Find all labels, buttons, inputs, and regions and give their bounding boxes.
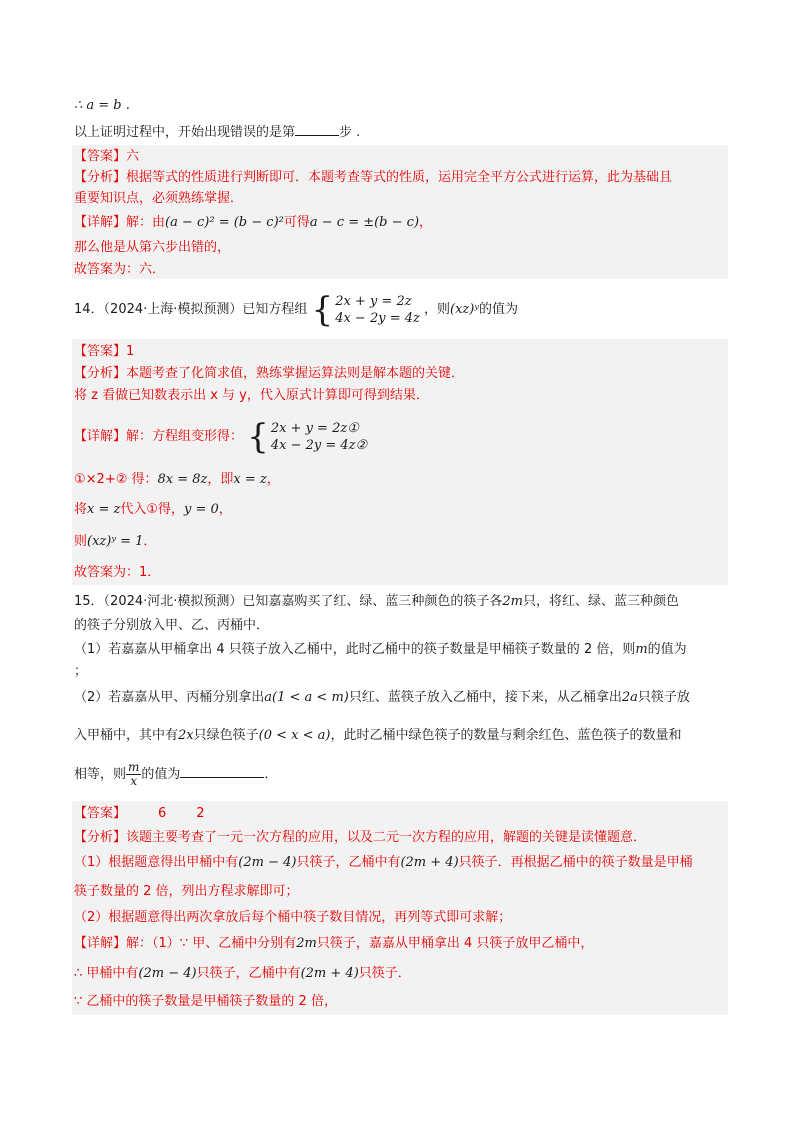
answer-blank	[180, 763, 264, 778]
q13-detail-2: 那么他是从第六步出错的，	[74, 240, 231, 255]
q14-detail: 【详解】解：方程组变形得： { 2x + y = 2z① 4x − 2y = 4z②	[74, 416, 368, 457]
q15-part-1: （1）若嘉嘉从甲桶拿出 4 只筷子放入乙桶中，此时乙桶中的筷子数量是甲桶筷子数量的 2 倍，则m的值为	[74, 642, 687, 657]
q15-answer: 【答案】 6 2	[74, 806, 205, 821]
q14-answer: 【答案】1	[74, 344, 135, 359]
q15-detail: 【详解】解：（1）∵ 甲、乙桶中分别有2m只筷子，嘉嘉从甲桶拿出 4 只筷子放甲乙桶中，	[74, 936, 594, 951]
q14-analysis-cont: 将 z 看做已知数表示出 x 与 y，代入原式计算即可得到结果．	[74, 388, 429, 403]
q15-analysis-2: （2）根据题意得出两次拿放后每个桶中筷子数目情况，再列等式即可求解；	[74, 910, 512, 925]
q13-analysis: 【分析】根据等式的性质进行判断即可．本题考查等式的性质，运用完全平方公式进行运算，此为基础且	[74, 170, 673, 185]
question-15-cont: 的筷子分别放入甲、乙、丙桶中．	[74, 618, 270, 633]
q13-answer: 【答案】六	[74, 149, 140, 164]
q15-analysis: 【分析】该题主要考查了一元一次方程的应用，以及二元一次方程的应用，解题的关键是读懂题意．	[74, 830, 647, 845]
question-13-line: 以上证明过程中，开始出现错误的是第 步 .	[74, 121, 360, 143]
q15-analysis-1: （1）根据题意得出甲桶中有(2m − 4)只筷子，乙桶中有(2m + 4)只筷子．再根据乙桶中的筷子数量是甲桶	[74, 855, 693, 870]
math: ∴ a = b .	[74, 98, 130, 113]
q15-part-1-cont: ；	[74, 664, 88, 679]
q14-conclusion: 故答案为：1．	[74, 565, 161, 580]
q15-part-2-end: 相等，则 $\frac{m}{x}$ 的值为 ．	[74, 760, 278, 788]
q15-part-2: （2）若嘉嘉从甲、丙桶分别拿出a(1 < a < m)只红、蓝筷子放入乙桶中，接下来，从乙桶拿出2a只筷子放	[74, 690, 690, 705]
q15-part-2-cont: 入甲桶中，其中有2x只绿色筷子(0 < x < a)，此时乙桶中绿色筷子的数量与剩余红色、蓝色筷子的数量和	[74, 728, 682, 743]
q14-analysis: 【分析】本题考查了化简求值，熟练掌握运算法则是解本题的关键．	[74, 366, 465, 381]
fraction: $\frac{m}{x}$	[128, 760, 140, 788]
question-15: 15．（2024·河北·模拟预测）已知嘉嘉购买了红、绿、蓝三种颜色的筷子各2m只，将红、绿、蓝三种颜色	[74, 594, 680, 609]
q13-conclusion: 故答案为：六．	[74, 262, 166, 277]
equation-system: { 2x + y = 2z 4x − 2y = 4z	[311, 289, 420, 330]
q14-step-2: 将x = z代入①得，y = 0，	[74, 502, 232, 517]
q15-detail-3: ∵ 乙桶中的筷子数量是甲桶筷子数量的 2 倍，	[74, 994, 337, 1009]
q13-solution-block	[72, 145, 728, 279]
conclusion-line	[74, 96, 130, 116]
q14-step-3: 则(xz)ʸ = 1．	[74, 534, 157, 549]
question-14: 14．（2024·上海·模拟预测）已知方程组 { 2x + y = 2z 4x − 2y = 4z ，则(xz)ʸ的值为	[74, 289, 518, 330]
q13-detail: 【详解】解：由(a − c)² = (b − c)²可得a − c = ±(b − c)，	[74, 215, 433, 230]
answer-blank	[295, 121, 339, 136]
q15-detail-2: ∴ 甲桶中有(2m − 4)只筷子，乙桶中有(2m + 4)只筷子．	[74, 966, 411, 981]
q15-analysis-1-cont: 筷子数量的 2 倍，列出方程求解即可；	[74, 884, 299, 899]
q14-step-1: ①×2+② 得：8x = 8z，即x = z，	[74, 472, 280, 487]
equation-system: { 2x + y = 2z① 4x − 2y = 4z②	[247, 416, 368, 457]
q13-analysis-cont: 重要知识点，必须熟练掌握．	[74, 191, 244, 206]
